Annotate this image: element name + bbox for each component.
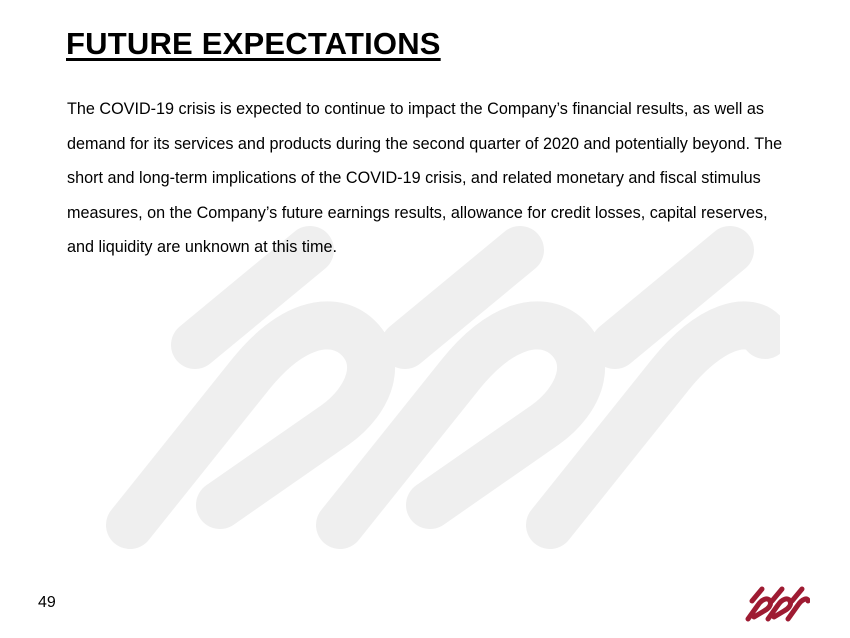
page-number: 49 — [38, 594, 56, 611]
body-paragraph: The COVID-19 crisis is expected to continue to impact the Company’s financial results, as well as demand for its services and products during the second quarter of 2020 and potentially beyond. The short and long-term implications of the COVID-19 crisis, and related monetary and fiscal stimulus measures, on the Company’s future earnings results, allowance for credit losses, capital reserves, and liquidity are unknown at this time. — [67, 100, 783, 256]
watermark-logo — [100, 225, 780, 555]
slide-title: FUTURE EXPECTATIONS — [66, 26, 441, 61]
company-logo — [744, 583, 810, 623]
